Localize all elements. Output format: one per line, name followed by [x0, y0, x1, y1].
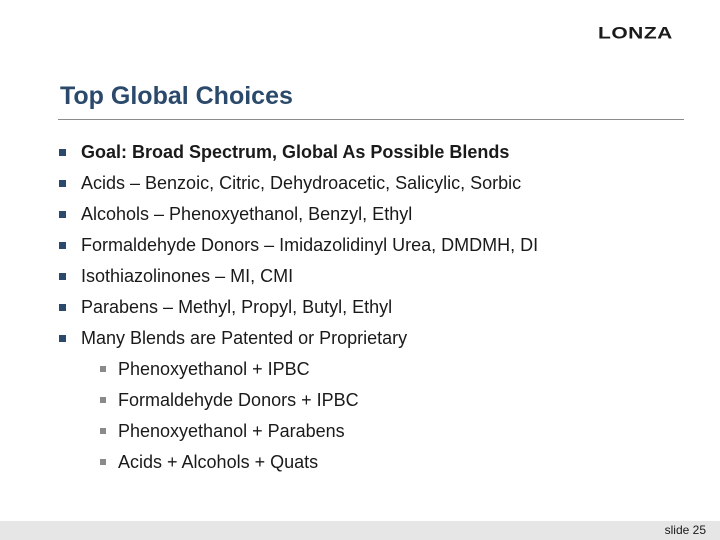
bullet-text: Isothiazolinones – MI, CMI — [81, 266, 294, 286]
small-square-bullet-icon — [100, 428, 106, 434]
bullet-text: Alcohols – Phenoxyethanol, Benzyl, Ethyl — [81, 204, 413, 224]
bullet-item — [0, 262, 538, 293]
bullet-text: Goal: Broad Spectrum, Global As Possible Blends — [81, 142, 510, 162]
small-square-bullet-icon — [100, 366, 106, 372]
square-bullet-icon — [59, 335, 66, 342]
bullet-item — [0, 231, 538, 262]
sub-bullet-text: Acids + Alcohols + Quats — [118, 452, 319, 472]
square-bullet-icon — [59, 149, 66, 156]
bullet-item — [0, 169, 538, 200]
bullet-text: Acids – Benzoic, Citric, Dehydroacetic, Salicylic, Sorbic — [81, 173, 522, 193]
bullet-text: Parabens – Methyl, Propyl, Butyl, Ethyl — [81, 297, 393, 317]
small-square-bullet-icon — [100, 397, 106, 403]
small-square-bullet-icon — [100, 459, 106, 465]
sub-bullet-text: Phenoxyethanol + Parabens — [118, 421, 345, 441]
slide-number: slide 25 — [664, 523, 706, 537]
bullet-text: Many Blends are Patented or Proprietary — [81, 328, 408, 348]
square-bullet-icon — [59, 273, 66, 280]
bullet-item — [0, 324, 538, 355]
bullet-item — [0, 138, 538, 169]
square-bullet-icon — [59, 304, 66, 311]
bullet-item — [0, 200, 538, 231]
sub-bullet-item — [0, 355, 538, 386]
title-divider — [58, 119, 684, 120]
bullet-item — [0, 293, 538, 324]
bullet-text: Formaldehyde Donors – Imidazolidinyl Urea, DMDMH, DI — [81, 235, 539, 255]
square-bullet-icon — [59, 242, 66, 249]
sub-bullet-item — [0, 448, 538, 479]
slide-title: Top Global Choices — [60, 82, 293, 110]
bullet-list — [0, 138, 538, 479]
sub-bullet-text: Phenoxyethanol + IPBC — [118, 359, 310, 379]
square-bullet-icon — [59, 180, 66, 187]
lonza-logo: LONZA — [598, 24, 673, 43]
sub-bullet-text: Formaldehyde Donors + IPBC — [118, 390, 359, 410]
footer-bar — [0, 521, 720, 540]
sub-bullet-item — [0, 386, 538, 417]
sub-bullet-item — [0, 417, 538, 448]
square-bullet-icon — [59, 211, 66, 218]
